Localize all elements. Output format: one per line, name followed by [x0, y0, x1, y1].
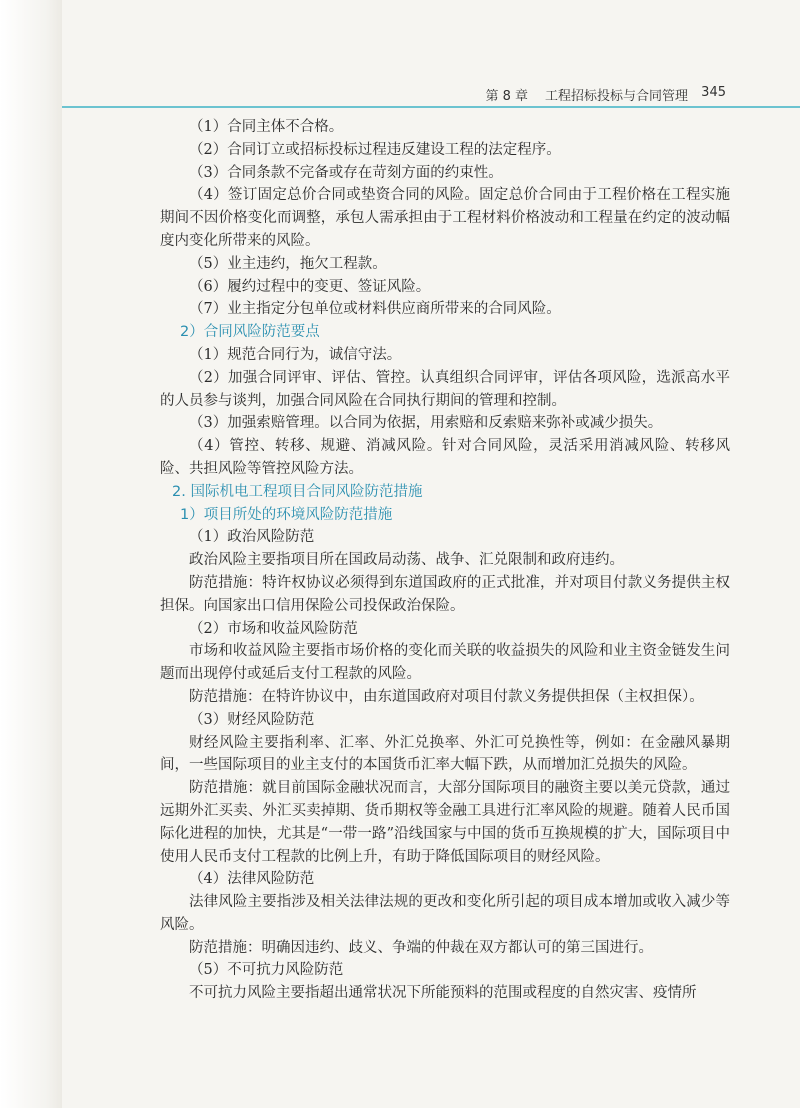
paragraph: （4）签订固定总价合同或垫资合同的风险。固定总价合同由于工程价格在工程实施期间不因价格变化而调整，承包人需承担由于工程材料价格波动和工程量在约定的波动幅度内变化所带来的风险。 [160, 187, 730, 249]
paragraph: （3）合同条款不完备或存在苛刻方面的约束性。 [189, 164, 503, 181]
paragraph: 防范措施：特许权协议必须得到东道国政府的正式批准，并对项目付款义务提供主权担保。向国家出口信用保险公司投保政治保险。 [160, 574, 730, 614]
paragraph: 市场和收益风险主要指市场价格的变化而关联的收益损失的风险和业主资金链发生问题而出现停付或延后支付工程款的风险。 [160, 643, 730, 683]
paragraph: （6）履约过程中的变更、签证风险。 [189, 278, 431, 295]
paragraph: （2）加强合同评审、评估、管控。认真组织合同评审，评估各项风险，选派高水平的人员参与谈判，加强合同风险在合同执行期间的管理和控制。 [160, 369, 730, 409]
section-heading: 2. 国际机电工程项目合同风险防范措施 [172, 483, 423, 500]
paragraph: 不可抗力风险主要指超出通常状况下所能预料的范围或程度的自然灾害、疫情所 [189, 985, 697, 1002]
paragraph: （1）规范合同行为，诚信守法。 [189, 346, 402, 363]
paragraph: （5）不可抗力风险防范 [189, 962, 344, 979]
binding-shadow [0, 0, 62, 1108]
paragraph: 防范措施：明确因违约、歧义、争端的仲裁在双方都认可的第三国进行。 [189, 939, 653, 956]
paragraph: 防范措施：就目前国际金融状况而言，大部分国际项目的融资主要以美元贷款，通过远期外汇买卖、外汇买卖掉期、货币期权等金融工具进行汇率风险的规避。随着人民币国际化进程的加快，尤其是“一带一路”沿线国家与中国的货币互换规模的扩大，国际项目中使用人民币支付工程款的比例上升，有助于降低国际项目的财经风险。 [160, 780, 730, 865]
paragraph: （1）政治风险防范 [189, 529, 315, 546]
page-number: 345 [701, 85, 726, 100]
paragraph: （3）财经风险防范 [189, 711, 315, 728]
paragraph: （4）管控、转移、规避、消减风险。针对合同风险，灵活采用消减风险、转移风险、共担风险等管控风险方法。 [160, 438, 730, 477]
paragraph: 政治风险主要指项目所在国政局动荡、战争、汇兑限制和政府违约。 [189, 552, 624, 569]
paragraph: （3）加强索赔管理。以合同为依据，用索赔和反索赔来弥补或减少损失。 [189, 415, 663, 432]
subsection-heading: 2）合同风险防范要点 [180, 324, 320, 341]
paragraph: （2）市场和收益风险防范 [189, 620, 358, 637]
paragraph: （1）合同主体不合格。 [189, 119, 344, 135]
chapter-title: 工程招标投标与合同管理 [544, 89, 688, 104]
subsection-heading: 1）项目所处的环境风险防范措施 [180, 506, 393, 523]
paragraph: （2）合同订立或招标投标过程违反建设工程的法定程序。 [189, 141, 561, 158]
body-text [160, 116, 730, 1005]
paragraph: 防范措施：在特许协议中，由东道国政府对项目付款义务提供担保（主权担保）。 [189, 688, 704, 705]
paragraph: （4）法律风险防范 [189, 871, 315, 888]
paragraph: （7）业主指定分包单位或材料供应商所带来的合同风险。 [189, 301, 561, 318]
chapter-label: 第 8 章 [485, 89, 528, 104]
paragraph: 法律风险主要指涉及相关法律法规的更改和变化所引起的项目成本增加或收入减少等风险。 [160, 894, 730, 933]
paragraph: （5）业主违约，拖欠工程款。 [189, 255, 387, 272]
paragraph: 财经风险主要指利率、汇率、外汇兑换率、外汇可兑换性等，例如：在金融风暴期间，一些国际项目的业主支付的本国货币汇率大幅下跌，从而增加汇兑损失的风险。 [160, 734, 730, 774]
running-header [62, 82, 800, 108]
